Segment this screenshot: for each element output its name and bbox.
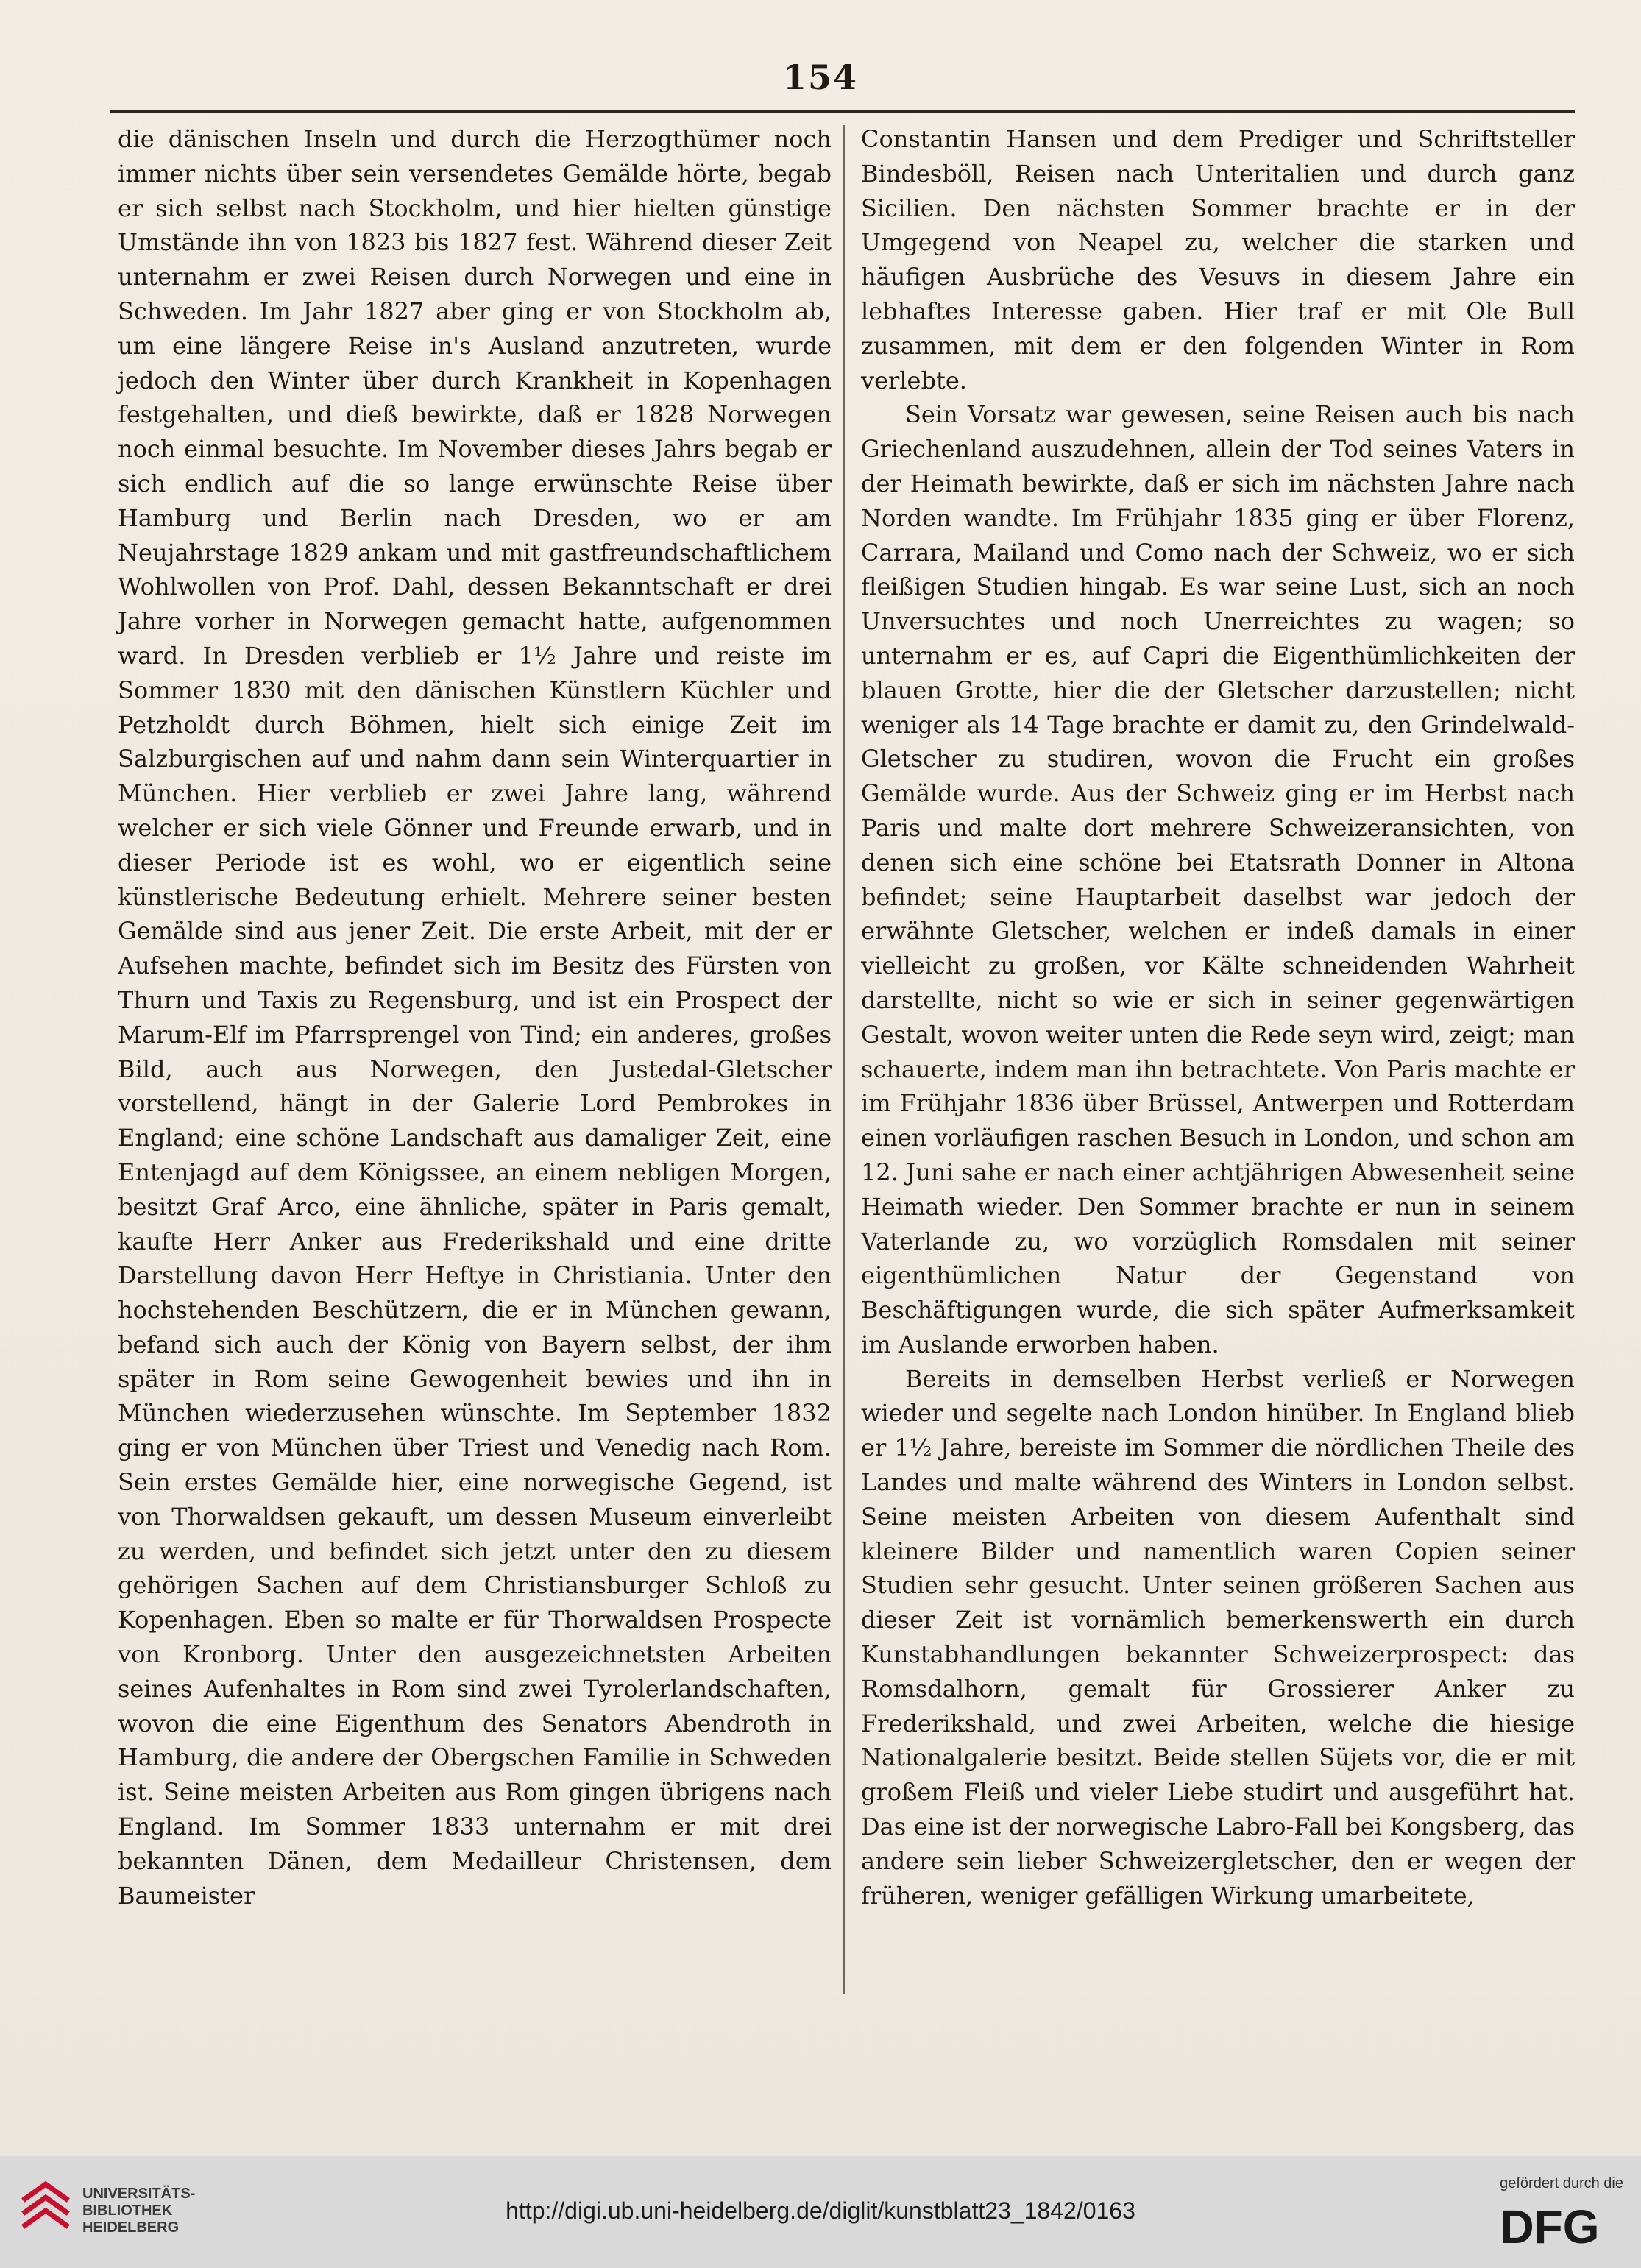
permalink-url[interactable]: http://digi.ub.uni-heidelberg.de/diglit/kunstblatt23_1842/0163 [506,2197,1135,2224]
page-number: 154 [782,57,859,97]
library-name-line-2: BIBLIOTHEK [82,2203,173,2219]
dfg-logo-icon[interactable] [1476,2202,1623,2250]
column-divider [843,125,845,1994]
viewer-footer [0,2156,1641,2268]
header-rule [110,110,1575,113]
library-name-line-3: HEIDELBERG [82,2219,180,2236]
right-column [861,122,1575,1913]
left-column [118,122,832,1913]
right-paragraph-3: Bereits in demselben Herbst verließ er Norwegen wieder und segelte nach London hinüber. In England blieb er 1½ Jahre, bereiste im Sommer die nördlichen Theile des Landes und malte während des Winters in London selbst. Seine meisten Arbeiten von diesem Aufenthalt sind kleinere Bilder und namentlich waren Copien seiner Studien sehr gesucht. Unter seinen größeren Sachen aus dieser Zeit ist vornämlich bemerkenswerth ein durch Kunstabhandlungen bekannter Schweizerprospect: das Romsdalhorn, gemalt für Grossierer Anker zu Frederikshald, und zwei Arbeiten, welche die hiesige Nationalgalerie besitzt. Beide stellen Süjets vor, die er mit großem Fleiß und vieler Liebe studirt und ausgeführt hat. Das eine ist der norwegische Labro-Fall bei Kongsberg, das andere sein lieber Schweizergletscher, den er wegen der früheren, weniger gefälligen Wirkung umarbeitete, [861,1364,1575,1910]
left-paragraph-1: die dänischen Inseln und durch die Herzogthümer noch immer nichts über sein versendetes Gemälde hörte, begab er sich selbst nach Stockholm, und hier hielten günstige Umstände ihn von 1823 bis 1827 fest. Während dieser Zeit unternahm er zwei Reisen durch Norwegen und eine in Schweden. Im Jahr 1827 aber ging er von Stockholm ab, um eine längere Reise in's Ausland anzutreten, wurde jedoch den Winter über durch Krankheit in Kopenhagen festgehalten, und dieß bewirkte, daß er 1828 Norwegen noch einmal besuchte. Im November dieses Jahrs begab er sich endlich auf die so lange erwünschte Reise über Hamburg und Berlin nach Dresden, wo er am Neujahrstage 1829 ankam und mit gastfreundschaftlichem Wohlwollen von Prof. Dahl, dessen Bekanntschaft er drei Jahre vorher in Norwegen gemacht hatte, aufgenommen ward. In Dresden verblieb er 1½ Jahre und reiste im Sommer 1830 mit den dänischen Künstlern Küchler und Petzholdt durch Böhmen, hielt sich einige Zeit im Salzburgischen auf und nahm dann sein Winterquartier in München. Hier verblieb er zwei Jahre lang, während welcher er sich viele Gönner und Freunde erwarb, und in dieser Periode ist es wohl, wo er eigentlich seine künstlerische Bedeutung erhielt. Mehrere seiner besten Gemälde sind aus jener Zeit. Die erste Arbeit, mit der er Aufsehen machte, befindet sich im Besitz des Fürsten von Thurn und Taxis zu Regensburg, und ist ein Prospect der Marum-Elf im Pfarrsprengel von Tind; ein anderes, großes Bild, auch aus Norwegen, den Justedal-Gletscher vorstellend, hängt in der Galerie Lord Pembrokes in England; eine schöne Landschaft aus damaliger Zeit, eine Entenjagd auf dem Königssee, an einem nebligen Morgen, besitzt Graf Arco, eine ähnliche, später in Paris gemalt, kaufte Herr Anker aus Frederikshald und eine dritte Darstellung davon Herr Heftye in Christiania. Unter den hochstehenden Beschützern, die er in München gewann, befand sich auch der König von Bayern selbst, der ihm später in Rom seine Gewogenheit bewies und ihn in München wiederzusehen wünschte. Im September 1832 ging er von München über Triest und Venedig nach Rom. Sein erstes Gemälde hier, eine norwegische Gegend, ist von Thorwaldsen gekauft, um dessen Museum einverleibt zu werden, und befindet sich jetzt unter den zu diesem gehörigen Sachen auf dem Christiansburger Schloß zu Kopenhagen. Eben so malte er für Thorwaldsen Prospecte von Kronborg. Unter den ausgezeichnetsten Arbeiten seines Aufenhaltes in Rom sind zwei Tyrolerlandschaften, wovon die eine Eigenthum des Senators Abendroth in Hamburg, die andere der Obergschen Familie in Schweden ist. Seine meisten Arbeiten aus Rom gingen übrigens nach England. Im Sommer 1833 unternahm er mit drei bekannten Dänen, dem Medailleur Christensen, dem Baumeister [118,125,832,1910]
right-paragraph-1: Constantin Hansen und dem Prediger und Schriftsteller Bindesböll, Reisen nach Unteritalien und durch ganz Sicilien. Den nächsten Sommer brachte er in der Umgegend von Neapel zu, welcher die starken und häufigen Ausbrüche des Vesuvs in diesem Jahre ein lebhaftes Interesse gaben. Hier traf er mit Ole Bull zusammen, mit dem er den folgenden Winter in Rom verlebte. [861,125,1575,394]
library-name-line-1: UNIVERSITÄTS- [82,2186,196,2202]
right-paragraph-2: Sein Vorsatz war gewesen, seine Reisen auch bis nach Griechenland auszudehnen, allein der Tod seines Vaters in der Heimath bewirkte, daß er sich im nächsten Jahre nach Norden wandte. Im Frühjahr 1835 ging er über Florenz, Carrara, Mailand und Como nach der Schweiz, wo er sich fleißigen Studien hingab. Es war seine Lust, sich an noch Unversuchtes und noch Unerreichtes zu wagen; so unternahm er es, auf Capri die Eigenthümlichkeiten der blauen Grotte, hier die der Gletscher darzustellen; nicht weniger als 14 Tage brachte er damit zu, den Grindelwald-Gletscher zu studiren, wovon die Frucht ein großes Gemälde wurde. Aus der Schweiz ging er im Herbst nach Paris und malte dort mehrere Schweizeransichten, von denen sich eine schöne bei Etatsrath Donner in Altona befindet; seine Hauptarbeit daselbst war jedoch der erwähnte Gletscher, welchen er indeß damals in einer vielleicht zu großen, vor Kälte schneidenden Wahrheit darstellte, nicht so wie er sich in seiner gegenwärtigen Gestalt, wovon weiter unten die Rede seyn wird, zeigt; man schauerte, indem man ihn betrachtete. Von Paris machte er im Frühjahr 1836 über Brüssel, Antwerpen und Rotterdam einen vorläufigen raschen Besuch in London, und schon am 12. Juni sahe er nach einer achtjährigen Abwesenheit seine Heimath wieder. Den Sommer brachte er nun in seinem Vaterlande zu, wo vorzüglich Romsdalen mit seiner eigenthümlichen Natur der Gegenstand von Beschäftigungen wurde, die sich später Aufmerksamkeit im Auslande erworben haben. [861,400,1575,1358]
sponsor-label: gefördert durch die [1500,2175,1623,2191]
dfg-logo-text: DFG [1500,2202,1600,2250]
